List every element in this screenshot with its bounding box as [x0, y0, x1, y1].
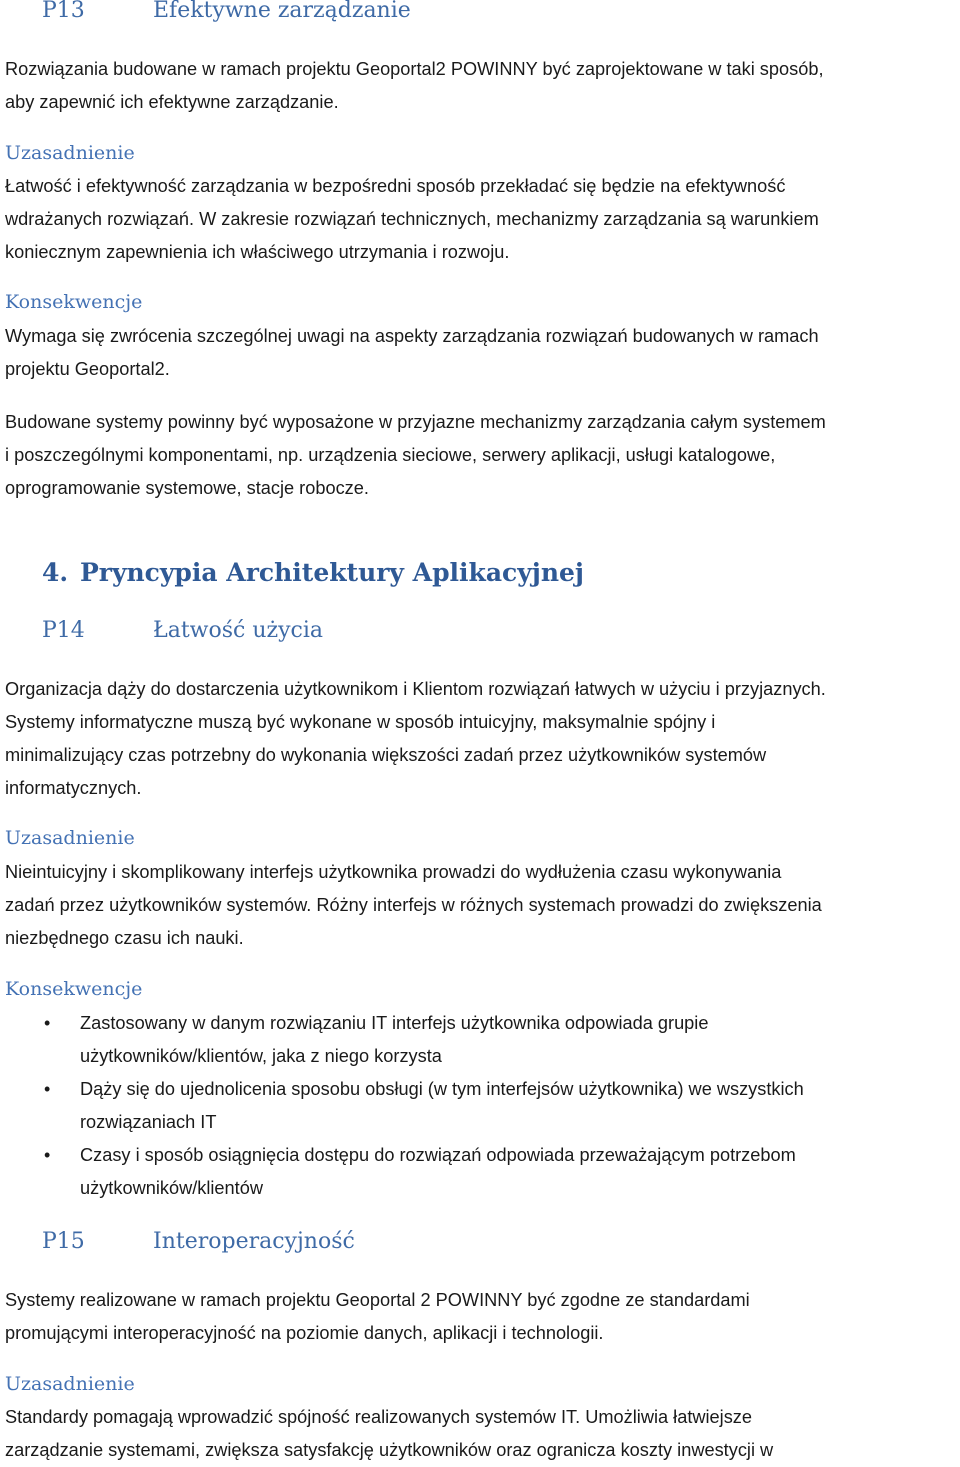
list-item — [5, 1073, 955, 1139]
text-line: zadań przez użytkowników systemów. Różny interfejs w różnych systemach prowadzi do zwiększenia — [5, 895, 822, 915]
text-line: i poszczególnymi komponentami, np. urządzenia sieciowe, serwery aplikacji, usługi katalogowe, — [5, 445, 776, 465]
principle-heading-p15 — [42, 1229, 355, 1254]
bullet-icon: • — [44, 1079, 51, 1099]
principle-title: Łatwość użycia — [153, 618, 324, 643]
subheading-konsekwencje: Konsekwencje — [5, 978, 143, 1000]
text-line: wdrażanych rozwiązań. W zakresie rozwiązań technicznych, mechanizmy zarządzania są warunkiem — [5, 209, 819, 229]
principle-number: P13 — [42, 0, 85, 23]
text-line: Systemy informatyczne muszą być wykonane w sposób intuicyjny, maksymalnie spójny i — [5, 712, 716, 732]
text-line: użytkowników/klientów, jaka z niego korzysta — [80, 1046, 442, 1066]
section-title: Pryncypia Architektury Aplikacyjnej — [80, 558, 584, 587]
text-line: Standardy pomagają wprowadzić spójność realizowanych systemów IT. Umożliwia łatwiejsze — [5, 1407, 753, 1427]
text-line: promującymi interoperacyjność na poziomie danych, aplikacji i technologii. — [5, 1323, 604, 1343]
text-line: zarządzanie systemami, zwiększa satysfakcję użytkowników oraz ogranicza koszty inwestycji w — [5, 1440, 774, 1460]
text-line: oprogramowanie systemowe, stacje robocze. — [5, 478, 369, 498]
subheading-uzasadnienie: Uzasadnienie — [5, 142, 135, 164]
subheading-uzasadnienie: Uzasadnienie — [5, 1373, 135, 1395]
section-heading-4 — [42, 558, 584, 587]
subheading-konsekwencje: Konsekwencje — [5, 291, 143, 313]
principle-title: Interoperacyjność — [153, 1229, 355, 1254]
text-line: Organizacja dąży do dostarczenia użytkownikom i Klientom rozwiązań łatwych w użyciu i przyjaznych. — [5, 679, 826, 699]
paragraph-p13-uzasadnienie — [5, 170, 955, 269]
text-line: użytkowników/klientów — [80, 1178, 263, 1198]
paragraph-p14-intro — [5, 673, 955, 805]
text-line: Wymaga się zwrócenia szczególnej uwagi na aspekty zarządzania rozwiązań budowanych w ramach — [5, 326, 819, 346]
principle-title: Efektywne zarządzanie — [153, 0, 411, 23]
bullet-list-p14 — [5, 1007, 955, 1205]
text-line: aby zapewnić ich efektywne zarządzanie. — [5, 92, 339, 112]
principle-number: P15 — [42, 1229, 85, 1254]
text-line: koniecznym zapewnienia ich właściwego utrzymania i rozwoju. — [5, 242, 510, 262]
principle-heading-p14 — [42, 618, 323, 643]
text-line: Rozwiązania budowane w ramach projektu Geoportal2 POWINNY być zaprojektowane w taki sposób, — [5, 59, 824, 79]
text-line: rozwiązaniach IT — [80, 1112, 217, 1132]
text-line: Nieintuicyjny i skomplikowany interfejs użytkownika prowadzi do wydłużenia czasu wykonywania — [5, 862, 782, 882]
list-item — [5, 1007, 955, 1073]
text-line: niezbędnego czasu ich nauki. — [5, 928, 244, 948]
paragraph-p13-konsekwencje — [5, 320, 955, 386]
text-line: Dąży się do ujednolicenia sposobu obsługi (w tym interfejsów użytkownika) we wszystkich — [80, 1079, 804, 1099]
principle-number: P14 — [42, 618, 85, 643]
text-line: minimalizujący czas potrzebny do wykonania większości zadań przez użytkowników systemów — [5, 745, 767, 765]
paragraph-p13-konsekwencje-2 — [5, 406, 955, 505]
text-line: Budowane systemy powinny być wyposażone w przyjazne mechanizmy zarządzania całym systemem — [5, 412, 826, 432]
subheading-uzasadnienie: Uzasadnienie — [5, 827, 135, 849]
text-line: Systemy realizowane w ramach projektu Geoportal 2 POWINNY być zgodne ze standardami — [5, 1290, 750, 1310]
bullet-icon: • — [44, 1145, 51, 1165]
text-line: Czasy i sposób osiągnięcia dostępu do rozwiązań odpowiada przeważającym potrzebom — [80, 1145, 796, 1165]
bullet-icon: • — [44, 1013, 51, 1033]
section-number: 4. — [42, 558, 69, 587]
paragraph-p13-intro — [5, 53, 955, 119]
text-line: informatycznych. — [5, 778, 142, 798]
text-line: projektu Geoportal2. — [5, 359, 170, 379]
text-line: Zastosowany w danym rozwiązaniu IT interfejs użytkownika odpowiada grupie — [80, 1013, 709, 1033]
paragraph-p15-uzasadnienie — [5, 1401, 955, 1467]
paragraph-p14-uzasadnienie — [5, 856, 955, 955]
paragraph-p15-intro — [5, 1284, 955, 1350]
list-item — [5, 1139, 955, 1205]
text-line: Łatwość i efektywność zarządzania w bezpośredni sposób przekładać się będzie na efektywność — [5, 176, 786, 196]
principle-heading-p13 — [42, 0, 411, 23]
